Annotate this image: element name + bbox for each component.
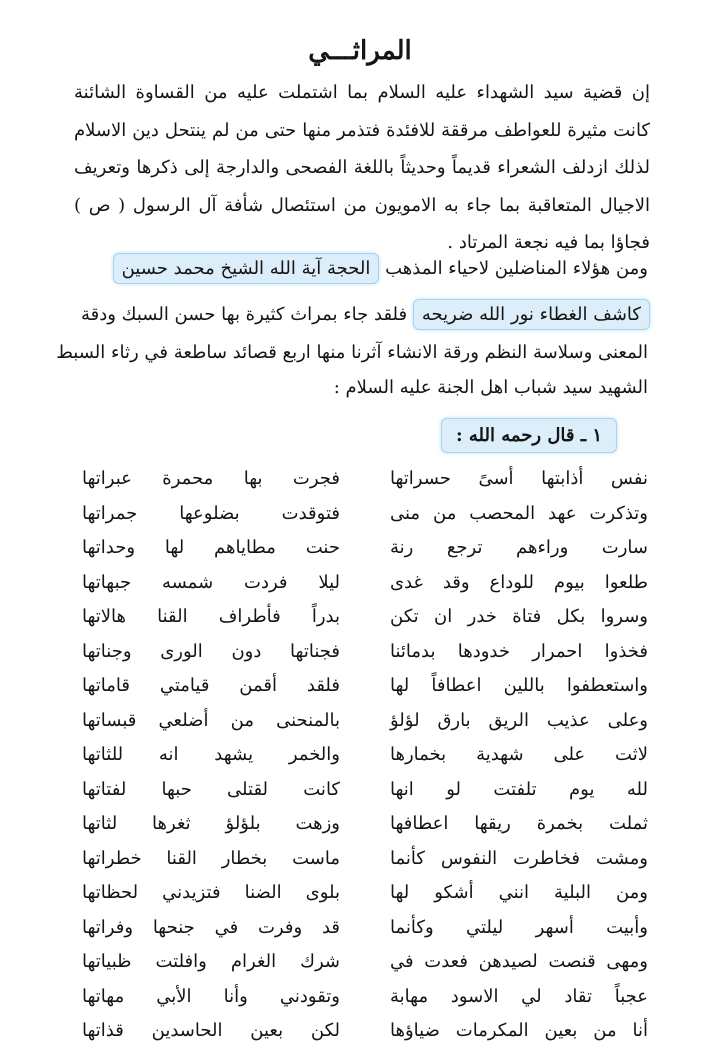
verse-second-hemistich: والخمر يشهد انه للثاتها	[82, 744, 340, 765]
verse-first-hemistich: ومهى قنصت لصيدهن فعدت في	[390, 951, 648, 972]
mention-line-4: الشهيد سيد شباب اهل الجنة عليه السلام :	[333, 377, 648, 398]
verse-second-hemistich: فجرت بها محمرة عبراتها	[82, 468, 340, 489]
verse-second-hemistich: بلوى الضنا فتزيدني لحظاتها	[82, 882, 340, 903]
page-title: المراثـــي	[308, 36, 412, 66]
verse-second-hemistich: بالمنحنى من أضلعي قبساتها	[82, 709, 340, 731]
intro-paragraph: إن قضية سيد الشهداء عليه السلام بما اشتملت عليه من القساوة الشائنة كانت مثيرة للعواطف مرققة للافئدة فتذمر منها حتى من لم ينتحل دين الاسلام لذلك ازدلف الشعراء قديماً وحديثاً باللغة الفصحى والدارجة إلى ذكرها وتعريف الاجيال المتعاقبة بما جاء به الامويون من استئصال شأفة آل الرسول ( ص ) فجاؤا بما فيه نجعة المرتاد .	[74, 82, 650, 253]
verse-first-hemistich: ثملت بخمرة ريقها اعطافها	[390, 813, 648, 834]
verse-second-hemistich: حنت مطاياهم لها وحداتها	[82, 537, 340, 558]
verse-first-hemistich: وأبيت أسهر ليلتي وكأنما	[390, 916, 648, 938]
poem-first-hemistichs	[390, 462, 648, 1049]
verse-first-hemistich: وتذكرت عهد المحصب من منى	[390, 502, 648, 524]
highlight-scholar-title: كاشف الغطاء نور الله ضريحه	[413, 299, 650, 330]
verse-first-hemistich: ومن البلية انني أشكو لها	[390, 882, 648, 903]
mention-line-3: المعنى وسلاسة النظم ورقة الانشاء آثرنا منها اربع قصائد ساطعة في رثاء السبط	[56, 342, 648, 363]
poem-heading: ١ ـ قال رحمه الله :	[441, 418, 617, 453]
verse-second-hemistich: وزهت بلؤلؤ ثغرها لثاتها	[82, 813, 340, 834]
verse-second-hemistich: وتقودني وأنا الأبي مهاتها	[82, 985, 340, 1007]
verse-first-hemistich: طلعوا بيوم للوداع وقد غدى	[390, 571, 648, 593]
verse-second-hemistich: ماست بخطار القنا خطراتها	[82, 847, 340, 869]
verse-first-hemistich: وسروا بكل فتاة خدر ان تكن	[390, 606, 648, 627]
mention-line-2	[81, 304, 650, 325]
poem-second-hemistichs	[82, 462, 340, 1049]
verse-second-hemistich: كانت لقتلى حبها لفتاتها	[82, 778, 340, 800]
verse-second-hemistich: لكن بعين الحاسدين قذاتها	[82, 1020, 340, 1041]
verse-second-hemistich: فجناتها دون الورى وجناتها	[82, 640, 340, 662]
verse-first-hemistich: ومشت فخاطرت النفوس كأنما	[390, 847, 648, 869]
mention-line-2-text: فلقد جاء بمراث كثيرة بها حسن السبك ودقة	[81, 304, 408, 325]
verse-second-hemistich: قد وفرت في جنحها وفراتها	[82, 916, 340, 938]
verse-first-hemistich: أنا من بعين المكرمات ضياؤها	[390, 1020, 648, 1041]
verse-second-hemistich: ليلا فردت شمسه جبهاتها	[82, 571, 340, 593]
mention-line-1-text: ومن هؤلاء المناضلين لاحياء المذهب	[385, 258, 648, 279]
verse-first-hemistich: سارت وراءهم ترجع رنة	[390, 537, 648, 558]
highlight-scholar-name: الحجة آية الله الشيخ محمد حسين	[113, 253, 380, 284]
mention-line-1	[113, 258, 648, 279]
verse-first-hemistich: نفس أذابتها أسىً حسراتها	[390, 468, 648, 489]
verse-second-hemistich: فلقد أقمن قيامتي قاماتها	[82, 675, 340, 696]
verse-second-hemistich: فتوقدت بضلوعها جمراتها	[82, 502, 340, 524]
verse-second-hemistich: بدراً فأطراف القنا هالاتها	[82, 606, 340, 627]
verse-first-hemistich: لاثت على شهدية بخمارها	[390, 744, 648, 765]
verse-second-hemistich: شرك الغرام وافلتت ظبياتها	[82, 951, 340, 972]
verse-first-hemistich: وعلى عذيب الريق بارق لؤلؤ	[390, 709, 648, 731]
verse-first-hemistich: عجباً تقاد لي الاسود مهابة	[390, 985, 648, 1007]
verse-first-hemistich: لله يوم تلفتت لو انها	[390, 778, 648, 800]
verse-first-hemistich: فخذوا احمرار خدودها بدمائنا	[390, 640, 648, 662]
verse-first-hemistich: واستعطفوا باللين اعطافاً لها	[390, 675, 648, 696]
